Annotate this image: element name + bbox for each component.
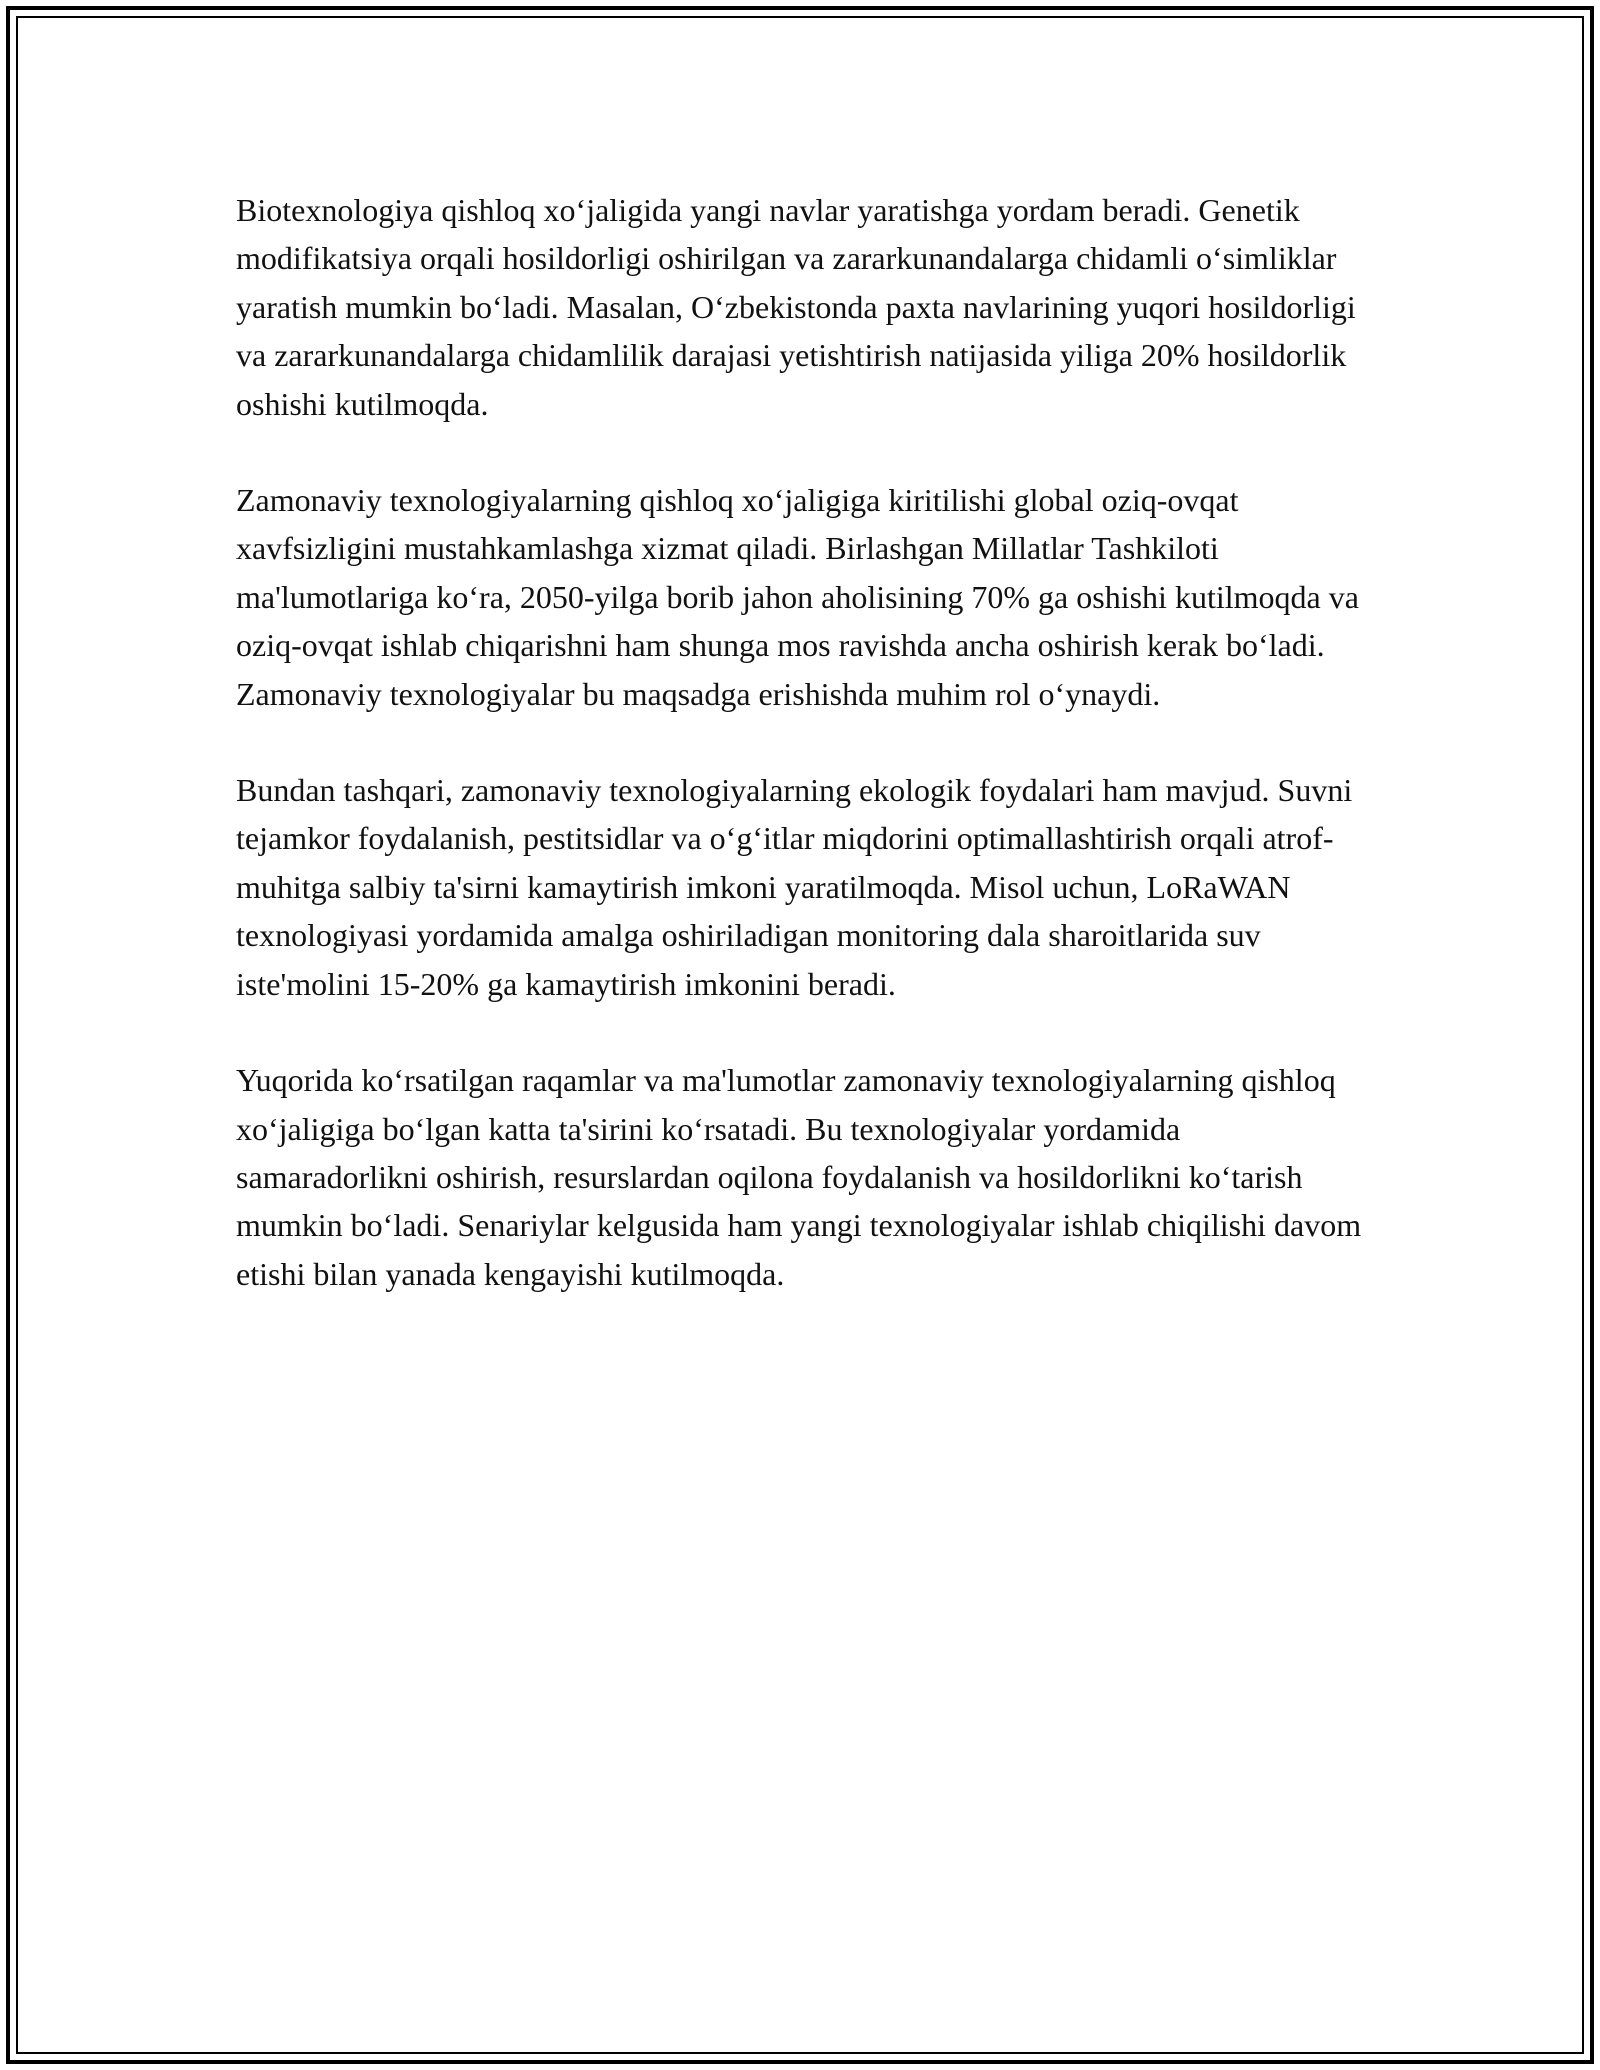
document-body	[236, 186, 1376, 1346]
paragraph-food-security: Zamonaviy texnologiyalarning qishloq xo‘jaligiga kiritilishi global oziq-ovqat xavfsizligini mustahkamlashga xizmat qiladi. Birlashgan Millatlar Tashkiloti ma'lumotlariga ko‘ra, 2050-yilga borib jahon aholisining 70% ga oshishi kutilmoqda va oziq-ovqat ishlab chiqarishni ham shunga mos ravishda ancha oshirish kerak bo‘ladi. Zamonaviy texnologiyalar bu maqsadga erishishda muhim rol o‘ynaydi.	[236, 482, 1359, 712]
paragraph-biotechnology: Biotexnologiya qishloq xo‘jaligida yangi navlar yaratishga yordam beradi. Genetik modifikatsiya orqali hosildorligi oshirilgan va zararkunandalarga chidamli o‘simliklar yaratish mumkin bo‘ladi. Masalan, O‘zbekistonda paxta navlarining yuqori hosildorligi va zararkunandalarga chidamlilik darajasi yetishtirish natijasida yiliga 20% hosildorlik oshishi kutilmoqda.	[236, 192, 1356, 422]
paragraph-ecological-benefits: Bundan tashqari, zamonaviy texnologiyalarning ekologik foydalari ham mavjud. Suvni tejamkor foydalanish, pestitsidlar va o‘g‘itlar miqdorini optimallashtirish orqali atrof-muhitga salbiy ta'sirni kamaytirish imkoni yaratilmoqda. Misol uchun, LoRaWAN texnologiyasi yordamida amalga oshiriladigan monitoring dala sharoitlarida suv iste'molini 15-20% ga kamaytirish imkonini beradi.	[236, 772, 1353, 1002]
paragraph-conclusion: Yuqorida ko‘rsatilgan raqamlar va ma'lumotlar zamonaviy texnologiyalarning qishloq xo‘jaligiga bo‘lgan katta ta'sirini ko‘rsatadi. Bu texnologiyalar yordamida samaradorlikni oshirish, resurslardan oqilona foydalanish va hosildorlikni ko‘tarish mumkin bo‘ladi. Senariylar kelgusida ham yangi texnologiyalar ishlab chiqilishi davom etishi bilan yanada kengayishi kutilmoqda.	[236, 1062, 1362, 1292]
